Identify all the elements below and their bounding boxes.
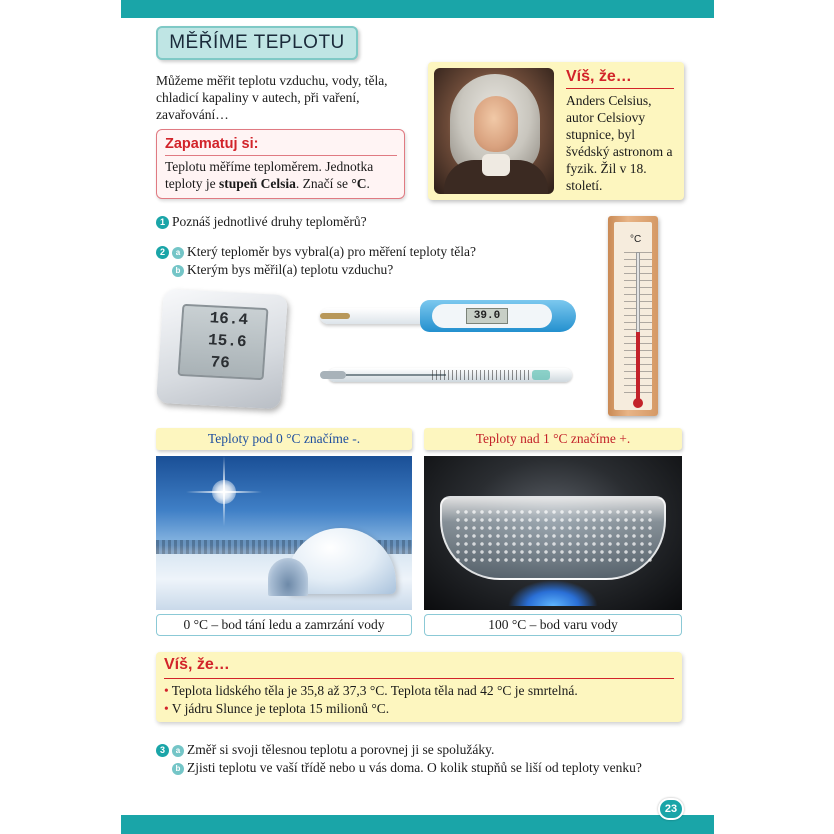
celsius-info-box	[428, 62, 684, 200]
sub-question-badge: b	[172, 265, 184, 277]
fact-item: • V jádru Slunce je teplota 15 milionů °C.	[164, 701, 390, 716]
boiling-point-caption: 100 °C – bod varu vody	[424, 614, 682, 636]
fact-item: • Teplota lidského těla je 35,8 až 37,3 °C. Teplota těla nad 42 °C je smrtelná.	[164, 683, 578, 698]
sub-question-badge: a	[172, 247, 184, 259]
remember-text: Teplotu měříme teploměrem. Jednotka teploty je stupeň Celsia. Značí se °C.	[165, 159, 374, 191]
question-2b: b Kterým bys měřil(a) teplotu vzduchu?	[172, 261, 393, 278]
question-2a: 2 a Který teploměr bys vybral(a) pro měření teploty těla?	[156, 243, 476, 260]
bottom-band	[121, 815, 714, 834]
celsius-box-title: Víš, že…	[566, 68, 674, 89]
question-number-badge: 2	[156, 246, 169, 259]
freezing-point-caption: 0 °C – bod tání ledu a zamrzání vody	[156, 614, 412, 636]
cold-temp-label: Teploty pod 0 °C značíme -.	[156, 428, 412, 450]
igloo-photo	[156, 456, 412, 610]
question-3a: 3 a Změř si svoji tělesnou teplotu a porovnej ji se spolužáky.	[156, 741, 494, 758]
weather-station-image: 16.4 15.6 76	[160, 292, 284, 406]
celsius-box-text: Anders Celsius, autor Celsiovy stupnice, byl švédský astronom a fyzik. Žil v 18. století.	[566, 93, 673, 193]
wall-thermometer-image: °C	[608, 216, 658, 416]
facts-title: Víš, že…	[164, 656, 230, 673]
page-title: MĚŘÍME TEPLOTU	[156, 26, 358, 60]
question-number-badge: 3	[156, 744, 169, 757]
hot-temp-label: Teploty nad 1 °C značíme +.	[424, 428, 682, 450]
boiling-water-photo	[424, 456, 682, 610]
celsius-portrait	[434, 68, 554, 194]
facts-box	[156, 652, 682, 722]
digital-thermometer-image	[320, 296, 576, 336]
digital-reading: 39.0	[466, 308, 508, 324]
question-number-badge: 1	[156, 216, 169, 229]
sub-question-badge: a	[172, 745, 184, 757]
glass-thermometer-image	[320, 364, 572, 386]
remember-box	[156, 129, 405, 199]
question-3b: b Zjisti teplotu ve vaší třídě nebo u vás doma. O kolik stupňů se liší od teploty venku?	[172, 759, 642, 776]
sub-question-badge: b	[172, 763, 184, 775]
page-number: 23	[658, 798, 684, 820]
top-band	[121, 0, 714, 18]
intro-text: Můžeme měřit teplotu vzduchu, vody, těla, chladicí kapaliny v autech, při vaření, zavařování…	[156, 73, 388, 122]
question-1: 1 Poznáš jednotlivé druhy teploměrů?	[156, 213, 367, 230]
remember-title: Zapamatuj si:	[165, 136, 259, 152]
